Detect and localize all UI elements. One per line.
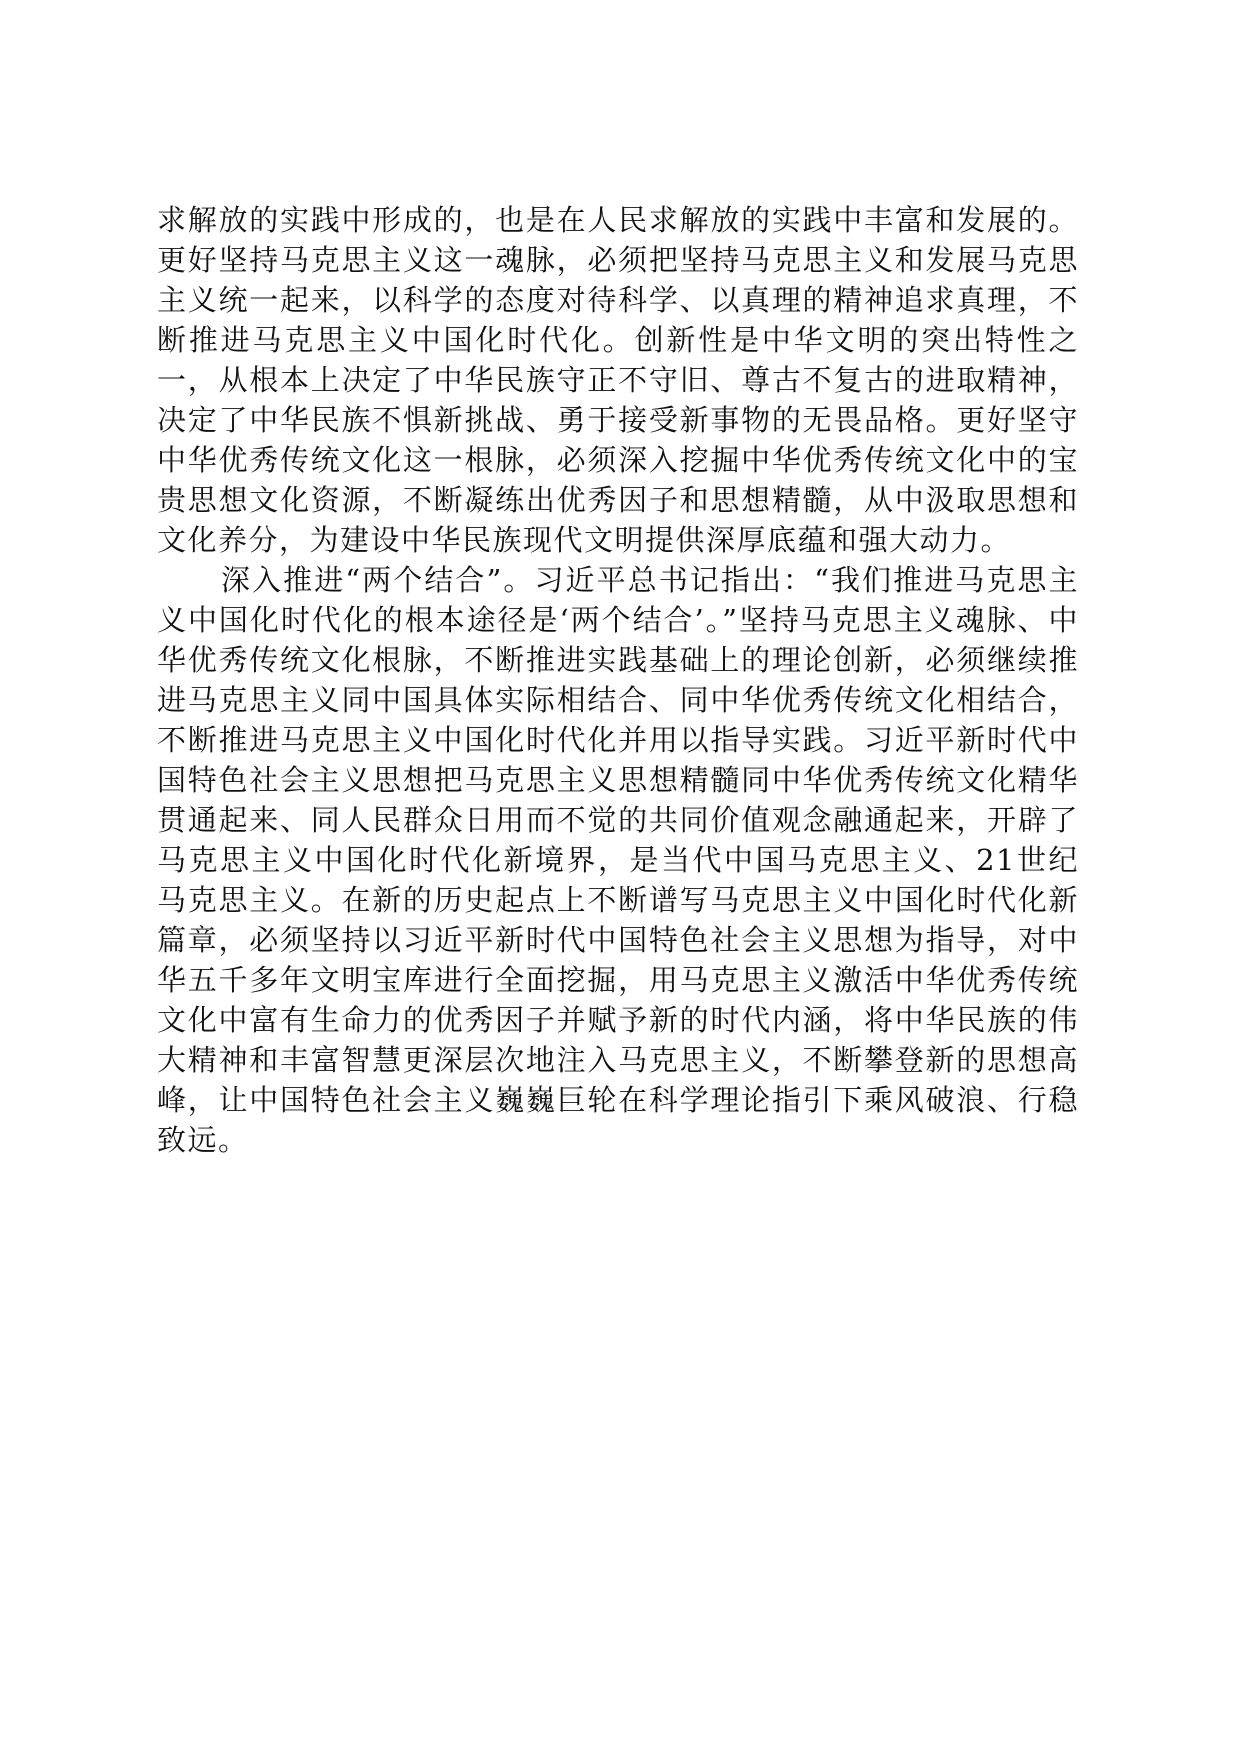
paragraph-continuation: 求解放的实践中形成的，也是在人民求解放的实践中丰富和发展的。更好坚持马克思主义这一魂脉，必须把坚持马克思主义和发展马克思主义统一起来，以科学的态度对待科学、以真理的精神追求真理，不断推进马克思主义中国化时代化。创新性是中华文明的突出特性之一，从根本上决定了中华民族守正不守旧、尊古不复古的进取精神，决定了中华民族不惧新挑战、勇于接受新事物的无畏品格。更好坚守中华优秀传统文化这一根脉，必须深入挖掘中华优秀传统文化中的宝贵思想文化资源，不断凝练出优秀因子和思想精髓，从中汲取思想和文化养分，为建设中华民族现代文明提供深厚底蕴和强大动力。 xyxy=(157,203,1079,557)
document-body xyxy=(157,200,1079,1160)
paragraph-two-combinations: 深入推进“两个结合”。习近平总书记指出：“我们推进马克思主义中国化时代化的根本途径是‘两个结合’。”坚持马克思主义魂脉、中华优秀传统文化根脉，不断推进实践基础上的理论创新，必须继续推进马克思主义同中国具体实际相结合、同中华优秀传统文化相结合，不断推进马克思主义中国化时代化并用以指导实践。习近平新时代中国特色社会主义思想把马克思主义思想精髓同中华优秀传统文化精华贯通起来、同人民群众日用而不觉的共同价值观念融通起来，开辟了马克思主义中国化时代化新境界，是当代中国马克思主义、21世纪马克思主义。在新的历史起点上不断谱写马克思主义中国化时代化新篇章，必须坚持以习近平新时代中国特色社会主义思想为指导，对中华五千多年文明宝库进行全面挖掘，用马克思主义激活中华优秀传统文化中富有生命力的优秀因子并赋予新的时代内涵，将中华民族的伟大精神和丰富智慧更深层次地注入马克思主义，不断攀登新的思想高峰，让中国特色社会主义巍巍巨轮在科学理论指引下乘风破浪、行稳致远。 xyxy=(157,563,1079,1157)
